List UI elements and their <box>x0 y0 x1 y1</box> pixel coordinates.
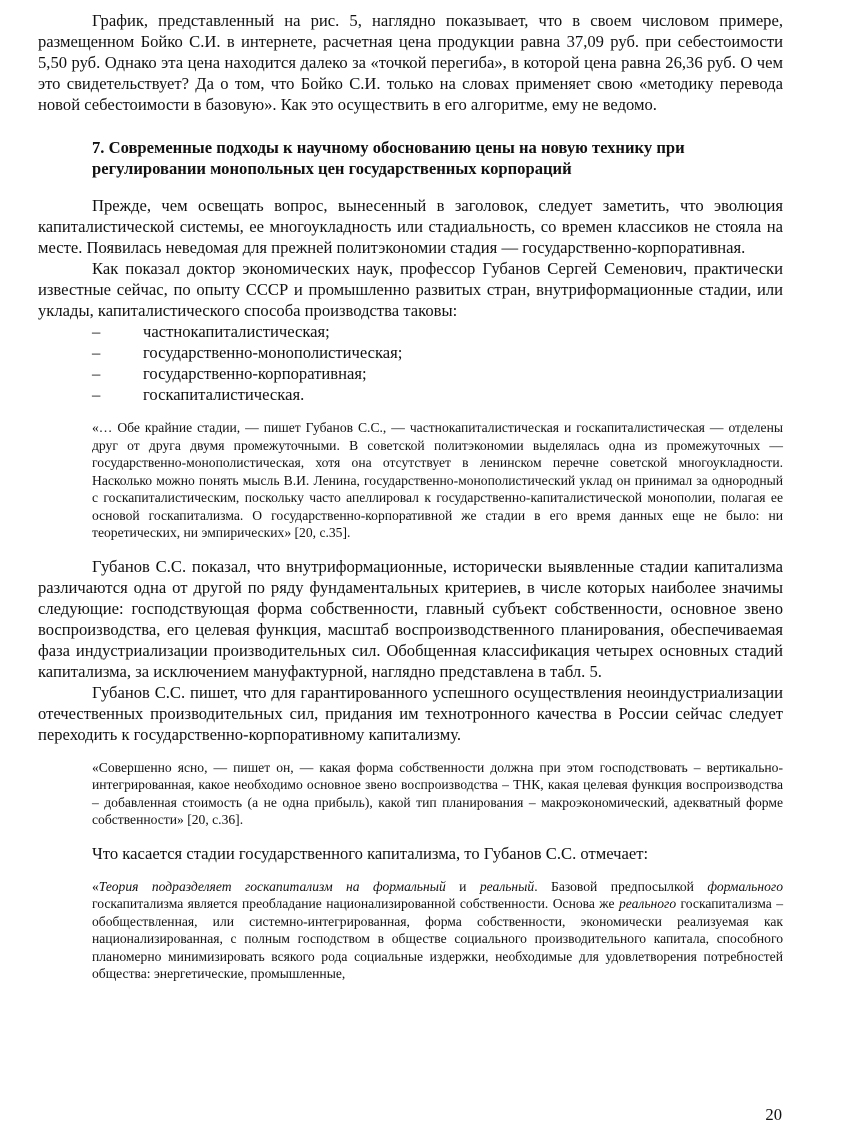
list-item: – государственно-монополистическая; <box>38 342 783 363</box>
quote-block-state-capitalism: «Теория подразделяет госкапитализм на формальный и реальный. Базовой предпосылкой формального госкапитализма является преобладание национализированной собственности. Основа же реального госкапитализма – обобществленная, или системно-интегрированная, форма собственности, экономически реализуемая как национализированная, с полным господством в обществе социального производительного капитала, способного планомерно минимизировать всякого рода социальные издержки, необходимые для удовлетворения потребностей общества: энергетические, промышленные, <box>92 878 783 981</box>
document-page <box>38 10 783 983</box>
quote-block-stages: «… Обе крайние стадии, — пишет Губанов С.С., — частнокапиталистическая и госкапиталистическая — отделены друг от друга двумя промежуточными. В советской политэкономии выделялась одна из промежуточных — государственно-монополистическая, хотя она отсутствует в ленинском перечне советской многоукладности. Насколько можно понять мысль В.И. Ленина, государственно-монополистический уклад он принимал за однородный с госкапиталистическим, поскольку часто апеллировал к государственно-капиталистической монополии, полагая ее основой госкапитализма. О государственно-корпоративной же стадии в его время данных еще не было: ни теоретических, ни эмпирических» [20, с.35]. <box>92 420 783 540</box>
list-item: – частнокапиталистическая; <box>38 321 783 342</box>
paragraph-chart-conclusion: График, представленный на рис. 5, наглядно показывает, что в своем числовом примере, размещенном Бойко С.И. в интернете, расчетная цена продукции равна 37,09 руб. при себестоимости 5,50 руб. Однако эта цена находится далеко за «точкой перегиба», в которой цена равна 26,36 руб. О чем это свидетельствует? Да о том, что Бойко С.И. только на словах применяет свою «методику перевода новой себестоимости в базовую». Как это осуществить в его алгоритме, ему не ведомо. <box>38 11 783 114</box>
dash-bullet: – <box>92 343 101 362</box>
paragraph-state-capitalism: Что касается стадии государственного капитализма, то Губанов С.С. отмечает: <box>92 843 649 863</box>
stages-list <box>38 321 783 405</box>
paragraph-gubanov-stages: Как показал доктор экономических наук, профессор Губанов Сергей Семенович, практически известные сейчас, по опыту СССР и промышленно развитых стран, внутриформационные стадии, или уклады, капиталистического способа производства таковы: <box>38 259 783 320</box>
list-item: – госкапиталистическая. <box>38 384 783 405</box>
quote-block-corporate: «Совершенно ясно, — пишет он, — какая форма собственности должна при этом господствовать – вертикально-интегрированная, какое необходимо основное звено воспроизводства – ТНК, какая целевая функция воспроизводства – добавленная стоимость (а не одна прибыль), какой тип планирования – макроэкономический, адекватный форме собственности» [20, с.36]. <box>92 759 783 827</box>
page-number: 20 <box>765 1105 782 1124</box>
dash-bullet: – <box>92 322 101 341</box>
paragraph-criteria: Губанов С.С. показал, что внутриформационные, исторически выявленные стадии капитализма различаются одна от другой по ряду фундаментальных критериев, в числе которых наиболее значимы следующие: господствующая форма собственности, главный субъект собственности, основное звено воспроизводства, его целевая функция, масштаб воспроизводственного планирования, обеспечиваемая фаза индустриализации производительных сил. Обобщенная классификация четырех основных стадий капитализма, за исключением мануфактурной, наглядно представлена в табл. 5. <box>38 556 783 681</box>
paragraph-neoindustrialization: Губанов С.С. пишет, что для гарантированного успешного осуществления неоиндустриализации отечественных производительных сил, придания им технотронного качества в России сейчас следует переходить к государственно-корпоративному капитализму. <box>38 682 783 744</box>
section-heading: 7. Современные подходы к научному обоснованию цены на новую технику при регулировании монопольных цен государственных корпораций <box>92 138 685 178</box>
paragraph-evolution: Прежде, чем освещать вопрос, вынесенный в заголовок, следует заметить, что эволюция капиталистической системы, ее многоукладность или стадиальность, со времен классиков не стояла на месте. Появилась неведомая для прежней политэкономии стадия — государственно-корпоративная. <box>38 196 783 257</box>
list-item: – государственно-корпоративная; <box>38 363 783 384</box>
dash-bullet: – <box>92 364 101 383</box>
dash-bullet: – <box>92 385 101 404</box>
